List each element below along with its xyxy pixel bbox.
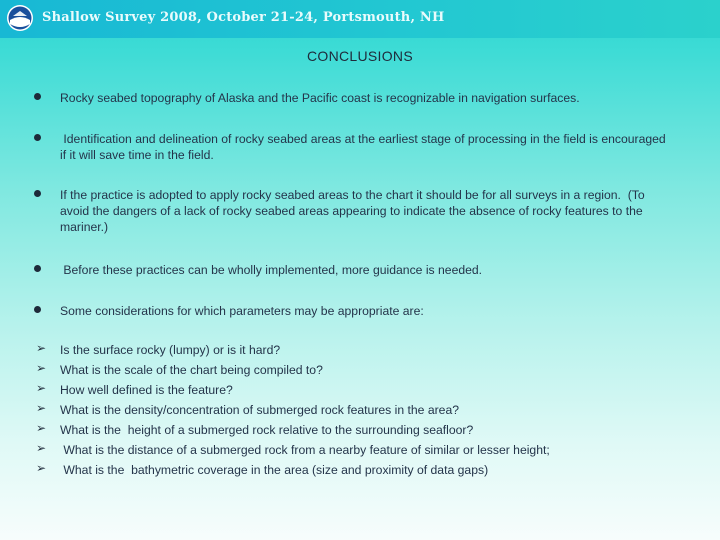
- sub-item-text: What is the distance of a submerged rock from a nearby feature of similar or lesser height;: [60, 443, 550, 457]
- bullet-dot-icon: [34, 306, 41, 313]
- slide-title: CONCLUSIONS: [307, 48, 413, 64]
- bullet-dot-icon: [34, 134, 41, 141]
- header-band: [0, 0, 720, 38]
- header-title: Shallow Survey 2008, October 21-24, Portsmouth, NH: [42, 10, 445, 25]
- sub-item: [0, 462, 720, 482]
- sub-item: [0, 442, 720, 462]
- sub-item-text: What is the scale of the chart being compiled to?: [60, 363, 323, 377]
- arrow-bullet-icon: ➢: [36, 461, 47, 475]
- bullet-text: Identification and delineation of rocky seabed areas at the earliest stage of processing in the field is encouraged if it will save time in the field.: [60, 132, 670, 162]
- sub-item: [0, 342, 720, 362]
- noaa-logo-icon: [6, 4, 34, 32]
- bullet-text: Before these practices can be wholly implemented, more guidance is needed.: [60, 263, 483, 277]
- arrow-bullet-icon: ➢: [36, 421, 47, 435]
- sub-item-text: What is the height of a submerged rock relative to the surrounding seafloor?: [60, 423, 474, 437]
- sub-item-text: What is the bathymetric coverage in the area (size and proximity of data gaps): [60, 463, 489, 477]
- bullet-dot-icon: [34, 93, 41, 100]
- sub-item: [0, 362, 720, 382]
- sub-item: [0, 402, 720, 422]
- bullet-dot-icon: [34, 265, 41, 272]
- arrow-bullet-icon: ➢: [36, 361, 47, 375]
- sub-item-text: How well defined is the feature?: [60, 383, 233, 397]
- arrow-bullet-icon: ➢: [36, 381, 47, 395]
- arrow-bullet-icon: ➢: [36, 441, 47, 455]
- sub-item-text: What is the density/concentration of submerged rock features in the area?: [60, 403, 460, 417]
- arrow-bullet-icon: ➢: [36, 341, 47, 355]
- bullet-dot-icon: [34, 190, 41, 197]
- bullet-text: Rocky seabed topography of Alaska and the Pacific coast is recognizable in navigation surfaces.: [60, 91, 580, 105]
- bullet-text: Some considerations for which parameters may be appropriate are:: [60, 304, 424, 318]
- sub-item-text: Is the surface rocky (lumpy) or is it hard?: [60, 343, 281, 357]
- sub-item: [0, 382, 720, 402]
- sub-item: [0, 422, 720, 442]
- bullet-text: If the practice is adopted to apply rocky seabed areas to the chart it should be for all surveys in a region. (To avoid the dangers of a lack of rocky seabed areas appearing to indicate the absence of rocky features to the mariner.): [60, 188, 649, 234]
- arrow-bullet-icon: ➢: [36, 401, 47, 415]
